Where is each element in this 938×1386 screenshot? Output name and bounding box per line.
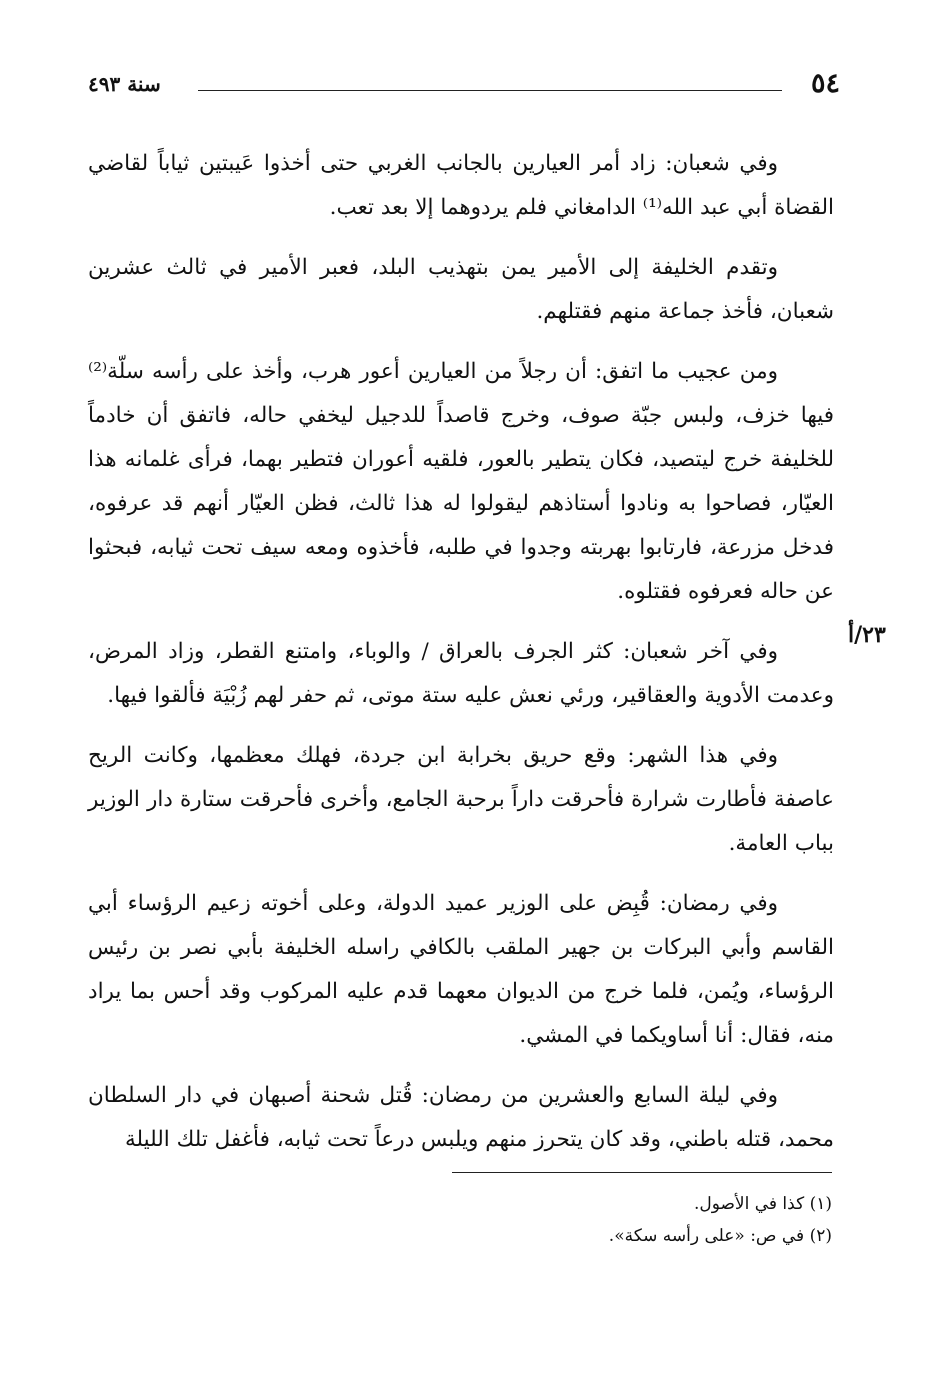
page-header bbox=[88, 66, 840, 102]
header-rule bbox=[198, 90, 782, 91]
main-text bbox=[88, 142, 834, 1178]
running-title: سنة ٤٩٣ bbox=[88, 72, 161, 96]
paragraph: وفي رمضان: قُبِض على الوزير عميد الدولة، وعلى أخوته زعيم الرؤساء أبي القاسم وأبي البركات بن جهير الملقب بالكافي راسله الخليفة بأبي نصر بن رئيس الرؤساء، ويُمن، فلما خرج من الديوان معهما قدم عليه المركوب وقد أحس بما يراد منه، فقال: أنا أساويكما في المشي. bbox=[88, 891, 834, 1048]
paragraph: وفي شعبان: زاد أمر العيارين بالجانب الغربي حتى أخذوا عَيبتين ثياباً لقاضي القضاة أبي عبد الله⁽¹⁾ الدامغاني فلم يردوهما إلا بعد تعب. bbox=[88, 151, 834, 220]
paragraph: وفي هذا الشهر: وقع حريق بخرابة ابن جردة، فهلك معظمها، وكانت الريح عاصفة فأطارت شرارة فأحرقت داراً برحبة الجامع، وأخرى فأحرقت ستارة دار الوزير بباب العامة. bbox=[88, 743, 834, 856]
paragraph: وتقدم الخليفة إلى الأمير يمن بتهذيب البلد، فعبر الأمير في ثالث عشرين شعبان، فأخذ جماعة منهم فقتلهم. bbox=[88, 255, 834, 324]
paragraph: وفي آخر شعبان: كثر الجرف بالعراق / والوباء، وامتنع القطر، وزاد المرض، وعدمت الأدوية والعقاقير، ورئي نعش عليه ستة موتى، ثم حفر لهم زُبْيَة فألقوا فيها. bbox=[88, 639, 834, 708]
footnote: (٢) في ص: «على رأسه سكة». bbox=[608, 1226, 832, 1246]
footnote-separator bbox=[452, 1172, 832, 1173]
footnote: (١) كذا في الأصول. bbox=[693, 1194, 832, 1214]
manuscript-folio-marker: ٢٣/أ bbox=[848, 622, 886, 648]
paragraph: ومن عجيب ما اتفق: أن رجلاً من العيارين أعور هرب، وأخذ على رأسه سلّة⁽²⁾ فيها خزف، ولبس جبّة صوف، وخرج قاصداً للدجيل ليخفي حاله، فاتفق أن خادماً للخليفة خرج ليتصيد، فكان يتطير بالعور، فلقيه أعوران فتطير بهما، فرأى غلمانه هذا العيّار، فصاحوا به ونادوا أستاذهم ليقولوا له هذا ثالث، فظن العيّار أنهم قد عرفوه، فدخل مزرعة، فارتابوا بهربته وجدوا في طلبه، فأخذوه ومعه سيف تحت ثيابه، فبحثوا عن حاله فعرفوه فقتلوه. bbox=[88, 359, 834, 604]
paragraph: وفي ليلة السابع والعشرين من رمضان: قُتل شحنة أصبهان في دار السلطان محمد، قتله باطني، وقد كان يتحرز منهم ويلبس درعاً تحت ثيابه، فأغفل تلك الليلة bbox=[88, 1083, 834, 1152]
page-number: ٥٤ bbox=[810, 68, 840, 99]
footnotes bbox=[400, 1188, 832, 1252]
